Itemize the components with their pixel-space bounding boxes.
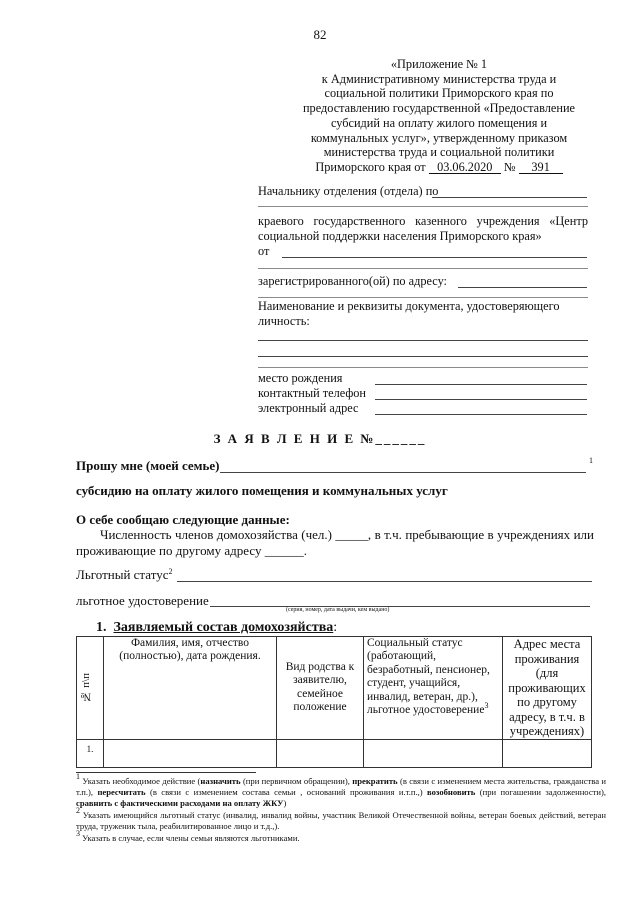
order-number-sign: № — [503, 159, 516, 174]
birthplace-label: место рождения — [258, 371, 343, 385]
footnote-1-mark: 1 — [76, 772, 80, 781]
footnote-action-assign: назначить — [200, 776, 241, 786]
order-date: 03.06.2020 — [429, 161, 501, 174]
row-number: 1. — [77, 739, 104, 767]
footnote-text: Указать имеющийся льготный статус (инвалид, инвалид войны, участник Великой Отечественной войны, ветеран боевых действий, ветеран труда, труженик тыла, реабилитированное лицо и т.д.,). — [76, 810, 606, 832]
footnote-2 — [76, 806, 606, 832]
footnote-2-mark: 2 — [76, 806, 80, 815]
benefit-cert-label: льготное удостоверение — [76, 593, 209, 608]
appendix-line: коммунальных услуг», утвержденному приказом — [310, 130, 568, 145]
id-document-field-3[interactable] — [258, 367, 588, 368]
footnote-text: Указать в случае, если члены семьи являются льготниками. — [80, 833, 300, 843]
table-row — [77, 739, 592, 767]
subsidy-line: субсидию на оплату жилого помещения и коммунальных услуг — [76, 483, 448, 498]
footnote-text: Указать необходимое действие ( — [80, 776, 201, 786]
footnote-text: (в связи с изменением состава семьи , оснований проживания и.т.п.,) — [145, 787, 428, 798]
table-header-row — [77, 637, 592, 740]
appendix-line: предоставлению государственной «Предоставление — [302, 101, 576, 116]
household-table — [76, 636, 592, 768]
row-relation-cell[interactable] — [277, 739, 364, 767]
email-field[interactable] — [375, 414, 587, 415]
benefit-status-field[interactable] — [177, 581, 592, 582]
col-header-number — [77, 637, 104, 740]
footnote-text: (в связи с изменением места жительства, гражданства и т.п.), — [76, 776, 606, 798]
footnote-action-compare: сравнить с фактическими расходами на оплату ЖКУ — [76, 798, 284, 809]
registered-address-field[interactable] — [458, 287, 587, 288]
footnote-action-recalculate: пересчитать — [97, 787, 146, 798]
phone-field[interactable] — [375, 399, 587, 400]
benefit-cert-hint: (серия, номер, дата выдачи, кем выдано) — [286, 607, 390, 613]
col-header-social-status-text: Социальный статус (работающий, безработный, пенсионер, студент, учащийся, инвалид, ветеран, др.), льготное удостоверение — [367, 637, 490, 717]
appendix-line: «Приложение № 1 — [390, 57, 488, 71]
footnote-1 — [76, 772, 606, 810]
appendix-line: к Административному министерства труда и — [321, 71, 557, 86]
benefit-status-label: Льготный статус — [76, 567, 169, 582]
department-field-continued[interactable] — [258, 206, 588, 207]
about-heading: О себе сообщаю следующие данные: — [76, 512, 290, 527]
benefit-cert-field[interactable] — [210, 606, 590, 607]
col-header-relation: Вид родства к заявителю, семейное положение — [277, 637, 364, 740]
from-label: от — [258, 244, 270, 258]
id-document-field-1[interactable] — [258, 340, 588, 341]
benefit-status-footnote-mark: 2 — [168, 567, 173, 576]
registered-address-label: зарегистрированного(ой) по адресу: — [258, 274, 447, 288]
row-social-status-cell[interactable] — [364, 739, 503, 767]
addressee-head-label: Начальнику отделения (отдела) по — [258, 184, 439, 198]
footnote-text: (при погашении задолженности), — [475, 787, 606, 798]
col-header-social-footnote-mark: 3 — [484, 701, 489, 711]
email-label: электронный адрес — [258, 401, 359, 415]
household-count-paragraph: Численность членов домохозяйства (чел.) _____, в т.ч. пребывающие в учреждениях или проживающие по другому адресу ______. — [76, 527, 594, 558]
footnote-separator — [76, 772, 256, 773]
footnote-action-stop: прекратить — [352, 776, 398, 786]
footnote-text: (при первичном обращении), — [240, 776, 353, 786]
row-name-cell[interactable] — [104, 739, 277, 767]
document-title: З А Я В Л Е Н И Е №______ — [213, 431, 427, 446]
section-title: Заявляемый состав домохозяйства — [113, 620, 334, 635]
appendix-line: субсидий на оплату жилого помещения и — [330, 115, 548, 130]
appendix-order-prefix: Приморского края от — [315, 159, 426, 174]
request-action-field[interactable] — [220, 472, 586, 473]
appendix-order-line — [296, 160, 582, 175]
col-header-address: Адрес места проживания (для проживающих по другому адресу, в т.ч. в учреждениях) — [503, 637, 592, 740]
benefit-status-line — [76, 567, 173, 583]
institution-name: краевого государственного казенного учреждения «Центр социальной поддержки населения Приморского края» — [258, 214, 588, 243]
footnote-3-mark: 3 — [76, 829, 80, 838]
birthplace-field[interactable] — [375, 384, 587, 385]
request-line: Прошу мне (моей семье) — [76, 458, 220, 473]
registered-address-field-continued[interactable] — [258, 297, 588, 298]
footnote-3 — [76, 829, 606, 844]
appendix-line: социальной политики Приморского края по — [324, 86, 554, 101]
request-footnote-mark: 1 — [589, 456, 593, 465]
section-number: 1. — [96, 620, 107, 635]
appendix-header — [296, 57, 582, 175]
col-header-name: Фамилия, имя, отчество (полностью), дата рождения. — [104, 637, 277, 740]
applicant-name-field[interactable] — [282, 257, 587, 258]
id-document-field-2[interactable] — [258, 356, 588, 357]
col-header-number-text: № п\п — [80, 672, 92, 703]
applicant-name-field-continued[interactable] — [258, 268, 588, 269]
footnote-action-resume: возобновить — [427, 787, 476, 798]
phone-label: контактный телефон — [258, 386, 367, 400]
footnote-text: ) — [283, 798, 287, 809]
id-document-label: Наименование и реквизиты документа, удостоверяющего личность: — [258, 299, 560, 328]
row-address-cell[interactable] — [503, 739, 592, 767]
order-number: 391 — [519, 161, 563, 174]
page-number: 82 — [313, 27, 327, 42]
section-household-heading — [96, 620, 337, 636]
col-header-social-status — [364, 637, 503, 740]
section-colon: : — [333, 620, 338, 635]
appendix-line: министерства труда и социальной политики — [323, 145, 555, 160]
department-field[interactable] — [432, 197, 587, 198]
